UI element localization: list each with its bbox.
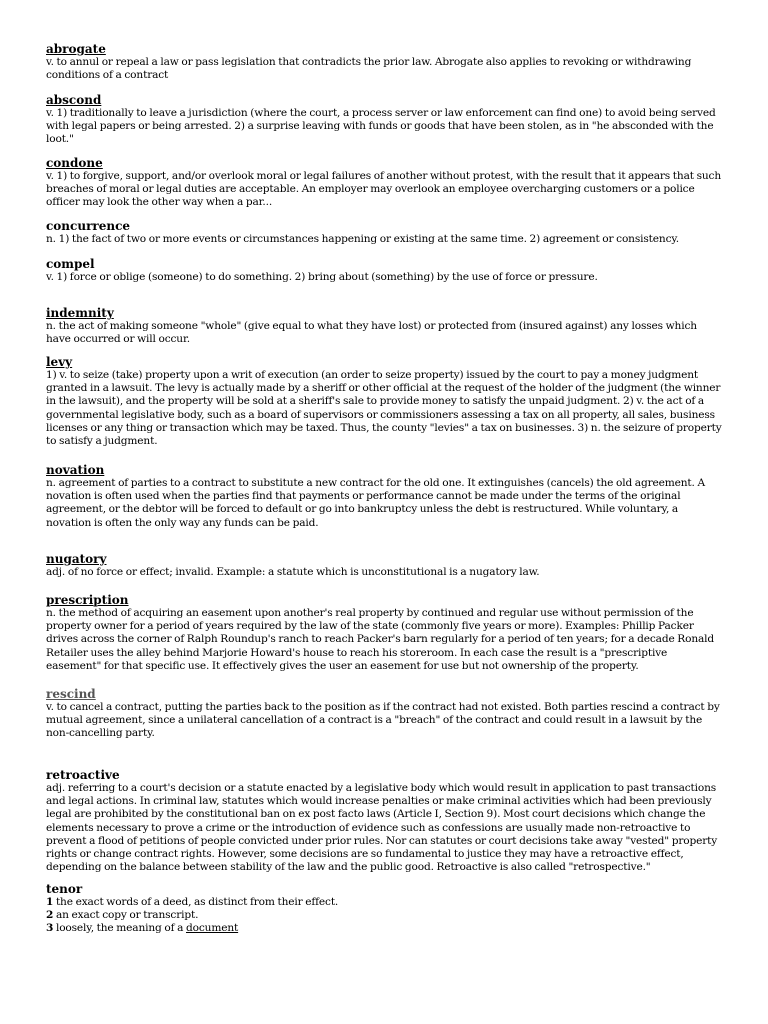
entry-novation (46, 463, 722, 530)
tenor-sense-1 (46, 896, 722, 909)
entry-abrogate (46, 42, 722, 82)
term-definition: adj. of no force or effect; invalid. Example: a statute which is unconstitutional is a nugatory law. (46, 566, 540, 578)
document-link[interactable]: document (186, 922, 239, 935)
term-heading: abrogate (46, 42, 106, 56)
sense-text: an exact copy or transcript. (55, 909, 199, 922)
term-heading: prescription (46, 593, 129, 607)
entry-tenor (46, 882, 722, 936)
entry-indemnity (46, 306, 722, 346)
term-definition: v. 1) to forgive, support, and/or overlook moral or legal failures of another without protest, with the result that it appears that such breaches of moral or legal duties are acceptable. An employer may overlook an employee overcharging customers or a police officer may look the other way when a par... (46, 170, 721, 209)
term-definition: v. 1) force or oblige (someone) to do something. 2) bring about (something) by the use of force or pressure. (46, 271, 598, 283)
term-heading: concurrence (46, 219, 131, 233)
term-definition: n. 1) the fact of two or more events or circumstances happening or existing at the same time. 2) agreement or consistency. (46, 233, 679, 245)
entry-abscond (46, 93, 722, 147)
entry-condone (46, 156, 722, 210)
term-heading: rescind (46, 687, 96, 701)
term-definition: v. to cancel a contract, putting the parties back to the position as if the contract had not existed. Both parties rescind a contract by mutual agreement, since a unilateral cancellation of a contract is a "breach" of the contract and could result in a lawsuit by the non-cancelling party. (46, 701, 720, 740)
sense-number: 2 (46, 909, 54, 922)
term-definition: n. agreement of parties to a contract to substitute a new contract for the old one. It extinguishes (cancels) the old agreement. A novation is often used when the parties find that payments or performance cannot be made under the terms of the original agreement, or the debtor will be forced to default or go into bankruptcy unless the debt is restructured. While voluntary, a novation is often the only way any funds can be paid. (46, 477, 705, 529)
term-heading: novation (46, 463, 105, 477)
term-definition: v. to annul or repeal a law or pass legislation that contradicts the prior law. Abrogate also applies to revoking or withdrawing conditions of a contract (46, 56, 692, 82)
entry-concurrence (46, 219, 722, 246)
tenor-sense-3 (46, 922, 722, 935)
term-heading: indemnity (46, 306, 114, 320)
term-heading: retroactive (46, 768, 120, 782)
entry-retroactive (46, 768, 722, 874)
term-definition: adj. referring to a court's decision or a statute enacted by a legislative body which would result in application to past transactions and legal actions. In criminal law, statutes which would increase penalties or make criminal activities which had been previously legal are prohibited by the constitutional ban on ex post facto laws (Article I, Section 9). Most court decisions which change the elements necessary to prove a crime or the introduction of evidence such as confessions are usually made non-retroactive to prevent a flood of petitions of people convicted under prior rules. Nor can statutes or court decisions take away "vested" property rights or change contract rights. However, some decisions are so fundamental to justice they may have a retroactive effect, depending on the balance between stability of the law and the public good. Retroactive is also called "retrospective." (46, 782, 718, 874)
sense-number: 1 (46, 896, 54, 908)
sense-text: loosely, the meaning of a (55, 922, 184, 935)
term-definition: v. 1) traditionally to leave a jurisdiction (where the court, a process server or law enforcement can find one) to avoid being served with legal papers or being arrested. 2) a surprise leaving with funds or goods that have been stolen, as in "he absconded with the loot." (46, 107, 716, 146)
term-definition: n. the method of acquiring an easement upon another's real property by continued and regular use without permission of the property owner for a period of years required by the law of the state (commonly five years or more). Examples: Phillip Packer drives across the corner of Ralph Roundup's ranch to reach Packer's barn regularly for a period of ten years; for a decade Ronald Retailer uses the alley behind Marjorie Howard's house to reach his storeroom. In each case the result is a "prescriptive easement" for that specific use. It effectively gives the user an easement for use but not ownership of the property. (46, 607, 715, 672)
term-definition: n. the act of making someone "whole" (give equal to what they have lost) or protected from (insured against) any losses which have occurred or will occur. (46, 320, 697, 346)
term-heading: condone (46, 156, 103, 170)
entry-rescind (46, 687, 722, 741)
entry-nugatory (46, 552, 722, 579)
term-heading: compel (46, 257, 95, 271)
term-heading: levy (46, 355, 73, 369)
sense-text: the exact words of a deed, as distinct from their effect. (55, 896, 339, 908)
entry-levy (46, 355, 722, 448)
term-heading: abscond (46, 93, 102, 107)
entry-compel (46, 257, 722, 284)
term-heading: tenor (46, 882, 83, 896)
sense-number: 3 (46, 922, 54, 935)
term-heading: nugatory (46, 552, 107, 566)
entry-prescription (46, 593, 722, 673)
term-definition: 1) v. to seize (take) property upon a writ of execution (an order to seize property) issued by the court to pay a money judgment granted in a lawsuit. The levy is actually made by a sheriff or other official at the request of the holder of the judgment (the winner in the lawsuit), and the property will be sold at a sheriff's sale to provide money to satisfy the unpaid judgment. 2) v. the act of a governmental legislative body, such as a board of supervisors or commissioners assessing a tax on all property, all sales, business licenses or any thing or transaction which may be taxed. Thus, the county "levies" a tax on businesses. 3) n. the seizure of property to satisfy a judgment. (46, 369, 722, 448)
tenor-sense-2 (46, 909, 722, 922)
